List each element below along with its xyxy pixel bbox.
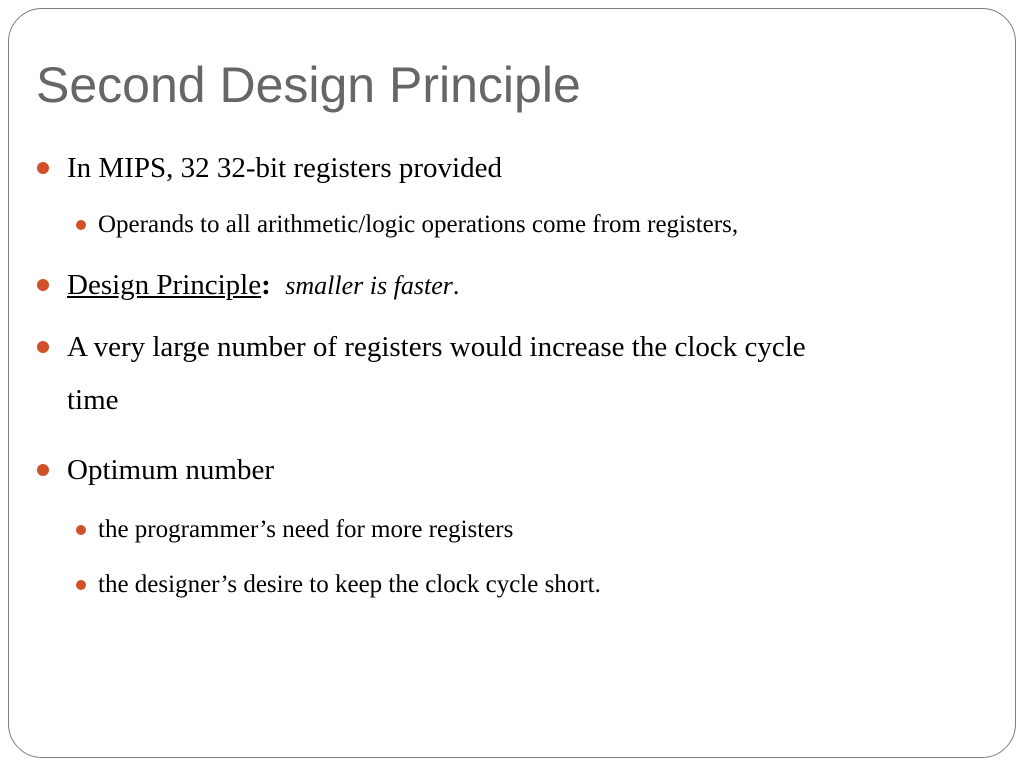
bullet-large-registers <box>67 321 806 373</box>
bullet-dot <box>37 341 49 353</box>
bullet-text: Optimum number <box>67 454 275 486</box>
bullet-dot <box>76 220 86 230</box>
bullet-dot <box>37 279 49 291</box>
bullet-design-principle <box>67 259 459 312</box>
bullet-dot <box>76 580 86 590</box>
slide-title: Second Design Principle <box>36 57 581 113</box>
bullet-text: the programmer’s need for more registers <box>98 516 514 543</box>
bullet-text: Operands to all arithmetic/logic operations come from registers, <box>98 211 739 238</box>
bullet-dot <box>37 464 49 476</box>
bullet-dot <box>37 162 49 174</box>
slide-frame <box>8 8 1016 758</box>
bullet-optimum-number <box>67 444 274 496</box>
bullet-large-registers-continued <box>67 374 119 426</box>
bullet-text: In MIPS, 32 32-bit registers provided <box>67 152 502 184</box>
subbullet-designer-desire <box>98 565 601 605</box>
design-principle-colon: : <box>261 269 271 301</box>
bullet-dot <box>76 525 86 535</box>
design-principle-label: Design Principle <box>67 269 262 301</box>
bullet-text-line1: A very large number of registers would increase the clock cycle <box>67 331 806 363</box>
subbullet-programmer-need <box>98 510 513 550</box>
bullet-text: the designer’s desire to keep the clock cycle short. <box>98 571 601 598</box>
bullet-mips-registers <box>67 142 502 194</box>
design-principle-period: . <box>452 271 460 300</box>
subbullet-operands <box>98 205 738 245</box>
bullet-text-line2: time <box>67 384 119 416</box>
design-principle-value: smaller is faster <box>285 271 453 300</box>
